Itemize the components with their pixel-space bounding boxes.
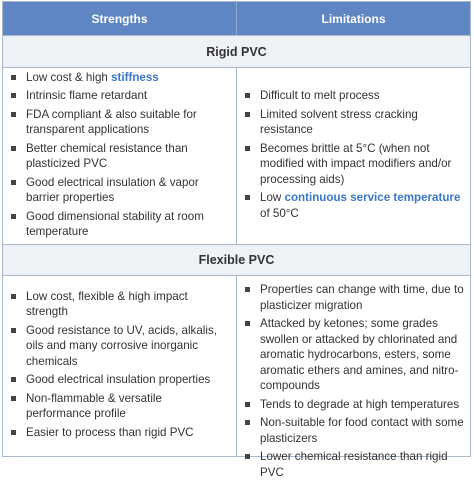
list-item: [11, 141, 230, 172]
bullet-icon: [245, 402, 250, 407]
bullet-icon: [245, 93, 250, 98]
flexible-strengths-list: [11, 289, 230, 444]
rigid-limitations-list: [245, 88, 464, 224]
item-text: Non-suitable for food contact with some plasticizers: [260, 416, 464, 445]
bullet-icon: [245, 146, 250, 151]
item-text: Limited solvent stress cracking resistance: [260, 107, 418, 136]
flexible-pvc-title: Flexible PVC: [3, 244, 470, 276]
list-item: [11, 107, 230, 138]
list-item: [11, 372, 230, 388]
list-item: [245, 190, 464, 221]
item-text: Attacked by ketones; some grades swollen or attacked by chlorinated and aromatic hydrocarbons, esters, some aromatic ethers and amines, and nitro- compounds: [260, 317, 459, 392]
list-item: [11, 425, 230, 441]
item-text: Good electrical insulation & vapor barrier properties: [26, 175, 199, 204]
bullet-icon: [245, 454, 250, 459]
item-text: Low: [260, 191, 285, 204]
list-item: [11, 323, 230, 370]
item-text: Non-flammable & versatile performance profile: [26, 391, 162, 421]
bullet-icon: [11, 430, 16, 435]
bullet-icon: [245, 195, 250, 200]
flexible-strengths-cell: [3, 276, 236, 456]
item-text: Intrinsic flame retardant: [26, 89, 148, 102]
rigid-limitations-cell: [236, 68, 470, 244]
list-item: [245, 88, 464, 104]
list-item: [11, 175, 230, 206]
bullet-icon: [11, 146, 16, 151]
bullet-icon: [245, 112, 250, 117]
item-text: Good resistance to UV, acids, alkalis, oils and many corrosive inorganic chemicals: [26, 323, 217, 368]
list-item: [245, 397, 464, 413]
bullet-icon: [11, 294, 16, 299]
limitations-header: Limitations: [236, 2, 470, 35]
rigid-strengths-cell: [3, 68, 236, 244]
item-text: Lower chemical resistance than rigid PVC: [260, 450, 448, 479]
term-link[interactable]: continuous service temperature: [284, 191, 461, 204]
bullet-icon: [11, 75, 16, 80]
bullet-icon: [11, 93, 16, 98]
term-link[interactable]: stiffness: [111, 70, 159, 84]
flexible-limitations-cell: [236, 276, 470, 479]
list-item: [11, 391, 230, 422]
rigid-pvc-title: Rigid PVC: [3, 36, 470, 68]
bullet-icon: [245, 321, 250, 326]
item-text: Tends to degrade at high temperatures: [260, 397, 460, 411]
list-item: [11, 70, 230, 86]
rigid-strengths-list: [11, 70, 230, 243]
bullet-icon: [245, 287, 250, 292]
item-text: Good dimensional stability at room temperature: [26, 209, 204, 238]
bullet-icon: [11, 396, 16, 401]
list-item: [11, 88, 230, 104]
bullet-icon: [11, 214, 16, 219]
item-text: Properties can change with time, due to plasticizer migration: [260, 283, 464, 312]
item-text: Good electrical insulation properties: [26, 373, 211, 387]
flexible-limitations-list: [245, 282, 464, 483]
list-item: [11, 209, 230, 240]
item-text: of 50°C: [260, 206, 299, 220]
flexible-pvc-row: [3, 276, 470, 479]
list-item: [245, 449, 464, 480]
list-item: [11, 289, 230, 320]
list-item: [245, 107, 464, 138]
strengths-header: Strengths: [91, 11, 148, 26]
bullet-icon: [11, 377, 16, 382]
item-text: Easier to process than rigid PVC: [26, 425, 194, 439]
bullet-icon: [11, 328, 16, 333]
bullet-icon: [11, 180, 16, 185]
list-item: [245, 415, 464, 446]
list-item: [245, 282, 464, 313]
list-item: [245, 316, 464, 394]
item-text: Better chemical resistance than plasticized PVC: [26, 141, 188, 170]
item-text: Difficult to melt process: [260, 89, 380, 102]
item-text: Becomes brittle at 5°C (when not modified with impact modifiers and/or processing aids): [260, 141, 452, 186]
rigid-pvc-row: [3, 68, 470, 244]
bullet-icon: [245, 420, 250, 425]
list-item: [245, 141, 464, 188]
bullet-icon: [11, 112, 16, 117]
pvc-comparison-table: [2, 1, 471, 479]
table-header: [3, 2, 470, 36]
item-text: Low cost, flexible & high impact strength: [26, 289, 188, 319]
item-text: Low cost & high: [26, 70, 112, 84]
item-text: FDA compliant & also suitable for transparent applications: [26, 107, 197, 136]
